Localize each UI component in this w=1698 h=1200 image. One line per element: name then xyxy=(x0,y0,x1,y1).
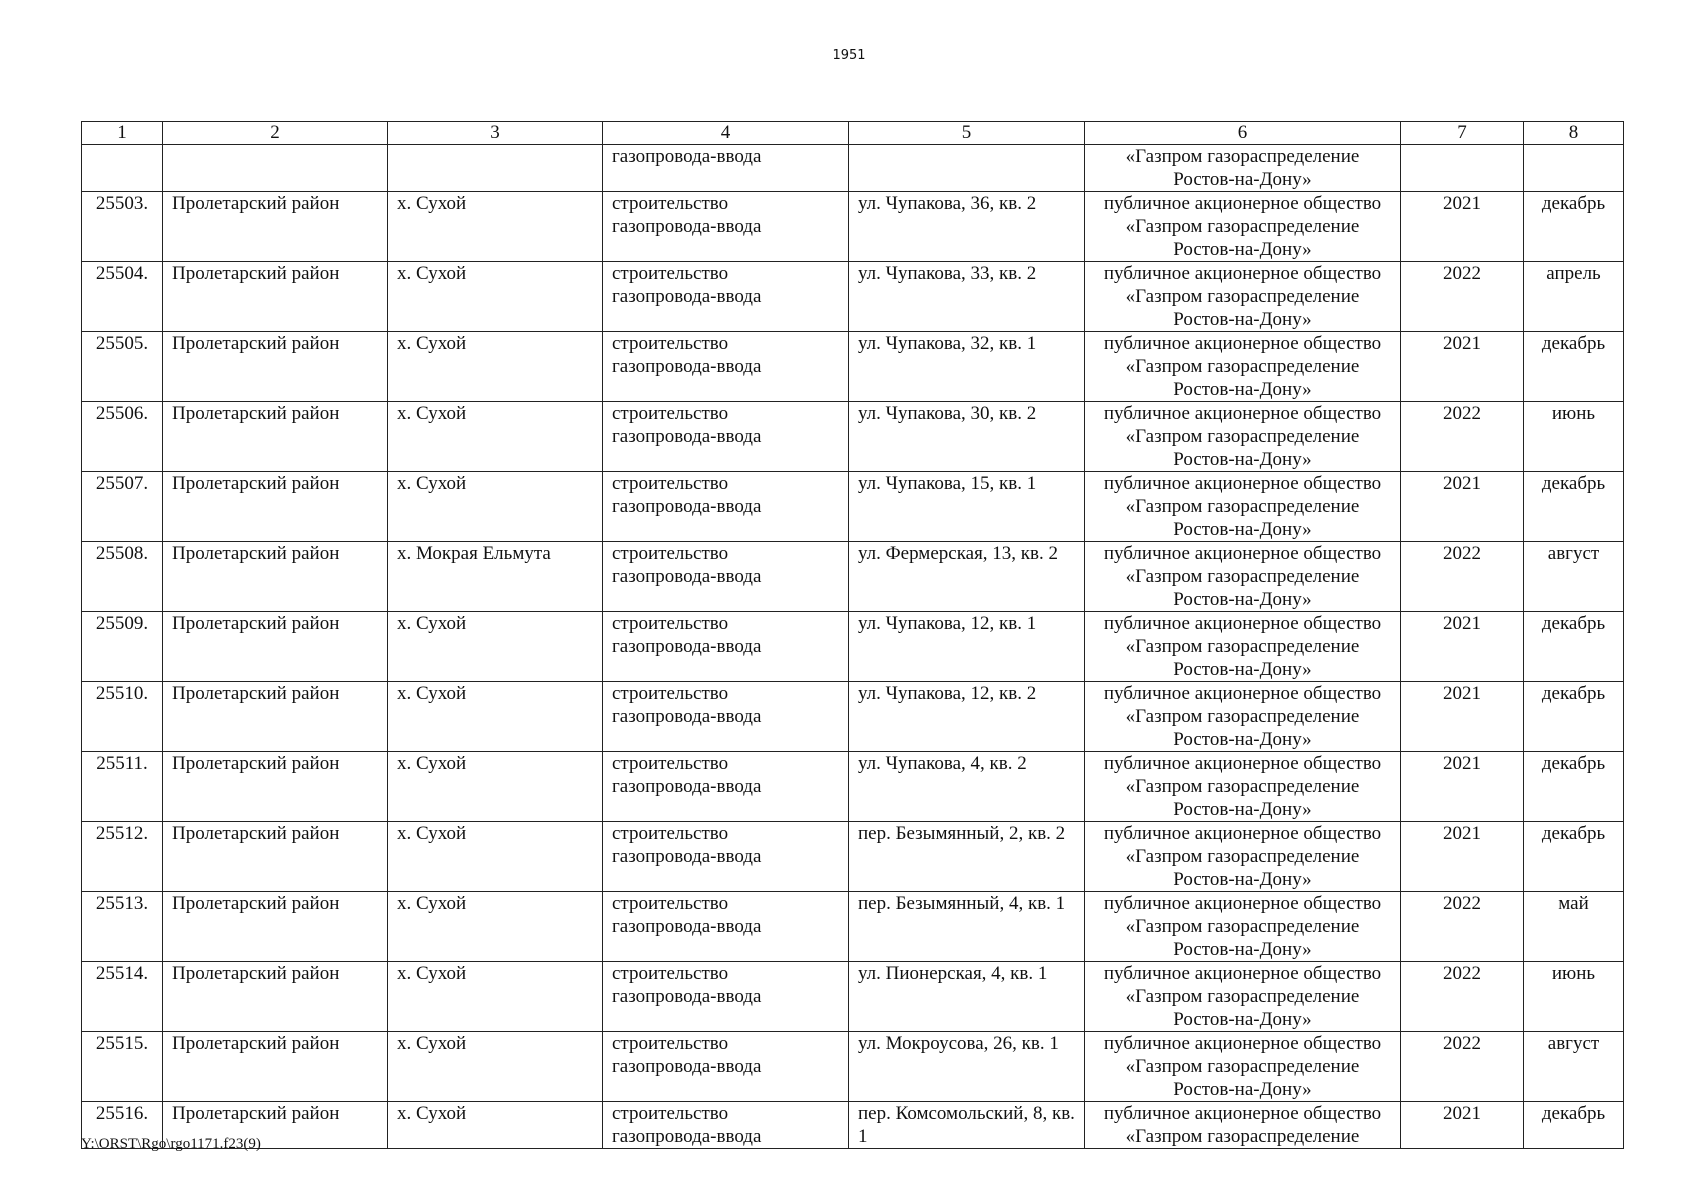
org-line-1: публичное акционерное общество xyxy=(1103,333,1382,354)
cell-district: Пролетарский район xyxy=(163,822,388,892)
table-row xyxy=(82,892,1624,962)
org-line-1: публичное акционерное общество xyxy=(1103,403,1382,424)
work-line-2: газопровода-ввода xyxy=(612,986,762,1007)
cell-address: пер. Безымянный, 4, кв. 1 xyxy=(849,892,1085,962)
cell-locality: х. Сухой xyxy=(388,892,603,962)
org-line-2: «Газпром газораспределение xyxy=(1125,636,1360,657)
org-line-1: публичное акционерное общество xyxy=(1103,963,1382,984)
work-line-1: строительство xyxy=(612,263,729,284)
org-line-1: публичное акционерное общество xyxy=(1103,753,1382,774)
table-row xyxy=(82,752,1624,822)
cell-organization xyxy=(1085,542,1401,612)
cell-year: 2021 xyxy=(1401,472,1524,542)
org-line-1: публичное акционерное общество xyxy=(1103,193,1382,214)
org-line-3: Ростов-на-Дону» xyxy=(1173,169,1312,190)
work-line-1: строительство xyxy=(612,1033,729,1054)
col-header-2: 2 xyxy=(163,122,388,145)
work-line-1: строительство xyxy=(612,543,729,564)
cell-work xyxy=(603,402,849,472)
cell-district: Пролетарский район xyxy=(163,542,388,612)
cell-num xyxy=(82,145,163,192)
cell-locality: х. Сухой xyxy=(388,612,603,682)
col-header-8: 8 xyxy=(1524,122,1624,145)
cell-num: 25511. xyxy=(82,752,163,822)
work-line-1: строительство xyxy=(612,1103,729,1124)
cell-month: декабрь xyxy=(1524,682,1624,752)
continuation-row xyxy=(82,145,1624,192)
cell-organization xyxy=(1085,892,1401,962)
cell-locality: х. Сухой xyxy=(388,822,603,892)
table-row xyxy=(82,332,1624,402)
cell-year: 2022 xyxy=(1401,892,1524,962)
cell-organization xyxy=(1085,1102,1401,1149)
work-line-1: строительство xyxy=(612,333,729,354)
cell-district: Пролетарский район xyxy=(163,472,388,542)
cell-year: 2022 xyxy=(1401,1032,1524,1102)
cell-district: Пролетарский район xyxy=(163,1032,388,1102)
cell-num: 25516. xyxy=(82,1102,163,1149)
org-line-3: Ростов-на-Дону» xyxy=(1173,659,1312,680)
cell-year: 2021 xyxy=(1401,682,1524,752)
work-line-2: газопровода-ввода xyxy=(612,1056,762,1077)
cell-month: декабрь xyxy=(1524,752,1624,822)
work-line-1: строительство xyxy=(612,473,729,494)
cell-num: 25513. xyxy=(82,892,163,962)
cell-work xyxy=(603,1032,849,1102)
org-line-3: Ростов-на-Дону» xyxy=(1173,869,1312,890)
cell-month: декабрь xyxy=(1524,1102,1624,1149)
cell-num: 25512. xyxy=(82,822,163,892)
cell-num: 25514. xyxy=(82,962,163,1032)
cell-month: апрель xyxy=(1524,262,1624,332)
cell-num: 25506. xyxy=(82,402,163,472)
cell-num: 25504. xyxy=(82,262,163,332)
table-row xyxy=(82,262,1624,332)
cell-year: 2021 xyxy=(1401,332,1524,402)
cell-work xyxy=(603,192,849,262)
work-line-2: газопровода-ввода xyxy=(612,916,762,937)
org-line-2: «Газпром газораспределение xyxy=(1125,286,1360,307)
col-header-6: 6 xyxy=(1085,122,1401,145)
work-line-2: газопровода-ввода xyxy=(612,216,762,237)
col-header-1: 1 xyxy=(82,122,163,145)
org-line-1: публичное акционерное общество xyxy=(1103,1033,1382,1054)
org-line-2: «Газпром газораспределение xyxy=(1125,146,1360,167)
cell-year: 2021 xyxy=(1401,752,1524,822)
cell-work xyxy=(603,1102,849,1149)
cell-address: пер. Безымянный, 2, кв. 2 xyxy=(849,822,1085,892)
cell-address: ул. Чупакова, 36, кв. 2 xyxy=(849,192,1085,262)
cell-month: декабрь xyxy=(1524,192,1624,262)
col-header-7: 7 xyxy=(1401,122,1524,145)
col-header-5: 5 xyxy=(849,122,1085,145)
cell-organization xyxy=(1085,752,1401,822)
cell-locality: х. Сухой xyxy=(388,752,603,822)
work-line-1: строительство xyxy=(612,403,729,424)
work-line-2: газопровода-ввода xyxy=(612,706,762,727)
org-line-1: публичное акционерное общество xyxy=(1103,683,1382,704)
cell-organization xyxy=(1085,962,1401,1032)
work-line-2: газопровода-ввода xyxy=(612,1126,762,1147)
cell-work xyxy=(603,262,849,332)
cell-organization xyxy=(1085,145,1401,192)
table-row xyxy=(82,1102,1624,1149)
table-row xyxy=(82,682,1624,752)
cell-address: ул. Чупакова, 30, кв. 2 xyxy=(849,402,1085,472)
cell-month: декабрь xyxy=(1524,332,1624,402)
cell-year: 2022 xyxy=(1401,542,1524,612)
work-line-2: газопровода-ввода xyxy=(612,566,762,587)
org-line-1: публичное акционерное общество xyxy=(1103,613,1382,634)
cell-address: ул. Пионерская, 4, кв. 1 xyxy=(849,962,1085,1032)
file-path-footer: Y:\ORST\Rgo\rgo1171.f23(9) xyxy=(81,1136,261,1152)
org-line-2: «Газпром газораспределение xyxy=(1125,706,1360,727)
cell-year: 2021 xyxy=(1401,612,1524,682)
work-line-2: газопровода-ввода xyxy=(612,286,762,307)
cell-locality: х. Сухой xyxy=(388,682,603,752)
cell-num: 25510. xyxy=(82,682,163,752)
cell-organization xyxy=(1085,402,1401,472)
org-line-1: публичное акционерное общество xyxy=(1103,823,1382,844)
work-line-1: строительство xyxy=(612,893,729,914)
cell-organization xyxy=(1085,1032,1401,1102)
org-line-3: Ростов-на-Дону» xyxy=(1173,589,1312,610)
cell-locality: х. Сухой xyxy=(388,192,603,262)
work-line-2: газопровода-ввода xyxy=(612,846,762,867)
table-row xyxy=(82,402,1624,472)
cell-year: 2021 xyxy=(1401,1102,1524,1149)
cell-month: июнь xyxy=(1524,402,1624,472)
cell-work xyxy=(603,332,849,402)
cell-address: ул. Чупакова, 4, кв. 2 xyxy=(849,752,1085,822)
cell-locality: х. Сухой xyxy=(388,472,603,542)
cell-district: Пролетарский район xyxy=(163,262,388,332)
work-line-1: строительство xyxy=(612,193,729,214)
org-line-3: Ростов-на-Дону» xyxy=(1173,239,1312,260)
work-line-2: газопровода-ввода xyxy=(612,356,762,377)
cell-work xyxy=(603,822,849,892)
cell-work xyxy=(603,612,849,682)
cell-month: декабрь xyxy=(1524,822,1624,892)
cell-work: газопровода-ввода xyxy=(603,145,849,192)
cell-year: 2021 xyxy=(1401,192,1524,262)
cell-district: Пролетарский район xyxy=(163,332,388,402)
cell-locality: х. Сухой xyxy=(388,262,603,332)
cell-month: август xyxy=(1524,1032,1624,1102)
org-line-2: «Газпром газораспределение xyxy=(1125,356,1360,377)
org-line-3: Ростов-на-Дону» xyxy=(1173,1009,1312,1030)
org-line-1: публичное акционерное общество xyxy=(1103,263,1382,284)
org-line-3: Ростов-на-Дону» xyxy=(1173,729,1312,750)
cell-address: пер. Комсомольский, 8, кв. 1 xyxy=(849,1102,1085,1149)
cell-organization xyxy=(1085,262,1401,332)
cell-locality: х. Мокрая Ельмута xyxy=(388,542,603,612)
org-line-3: Ростов-на-Дону» xyxy=(1173,1079,1312,1100)
org-line-3: Ростов-на-Дону» xyxy=(1173,939,1312,960)
cell-organization xyxy=(1085,822,1401,892)
cell-district: Пролетарский район xyxy=(163,1102,388,1149)
org-line-1: публичное акционерное общество xyxy=(1103,1103,1382,1124)
table-row xyxy=(82,1032,1624,1102)
cell-work xyxy=(603,962,849,1032)
cell-district: Пролетарский район xyxy=(163,892,388,962)
cell-district: Пролетарский район xyxy=(163,192,388,262)
cell-num: 25505. xyxy=(82,332,163,402)
org-line-2: «Газпром газораспределение xyxy=(1125,776,1360,797)
cell-num: 25503. xyxy=(82,192,163,262)
cell-month xyxy=(1524,145,1624,192)
work-line-1: строительство xyxy=(612,823,729,844)
header-row xyxy=(82,122,1624,145)
gas-works-table xyxy=(81,121,1624,1149)
table-row xyxy=(82,542,1624,612)
cell-locality: х. Сухой xyxy=(388,332,603,402)
cell-num: 25508. xyxy=(82,542,163,612)
cell-year xyxy=(1401,145,1524,192)
cell-address: ул. Чупакова, 32, кв. 1 xyxy=(849,332,1085,402)
org-line-2: «Газпром газораспределение xyxy=(1125,216,1360,237)
cell-work xyxy=(603,472,849,542)
cell-address: ул. Чупакова, 12, кв. 1 xyxy=(849,612,1085,682)
org-line-1: публичное акционерное общество xyxy=(1103,893,1382,914)
org-line-2: «Газпром газораспределение xyxy=(1125,1126,1360,1147)
cell-organization xyxy=(1085,472,1401,542)
cell-address: ул. Чупакова, 12, кв. 2 xyxy=(849,682,1085,752)
cell-address: ул. Чупакова, 33, кв. 2 xyxy=(849,262,1085,332)
cell-organization xyxy=(1085,192,1401,262)
work-line-1: строительство xyxy=(612,753,729,774)
work-line-1: строительство xyxy=(612,963,729,984)
cell-district: Пролетарский район xyxy=(163,962,388,1032)
org-line-2: «Газпром газораспределение xyxy=(1125,916,1360,937)
cell-address: ул. Фермерская, 13, кв. 2 xyxy=(849,542,1085,612)
work-line-1: строительство xyxy=(612,613,729,634)
work-line-2: газопровода-ввода xyxy=(612,426,762,447)
cell-district: Пролетарский район xyxy=(163,752,388,822)
org-line-3: Ростов-на-Дону» xyxy=(1173,799,1312,820)
cell-locality: х. Сухой xyxy=(388,1102,603,1149)
org-line-3: Ростов-на-Дону» xyxy=(1173,449,1312,470)
work-line-2: газопровода-ввода xyxy=(612,636,762,657)
page-number: 1951 xyxy=(832,48,866,63)
work-line-1: строительство xyxy=(612,683,729,704)
cell-month: август xyxy=(1524,542,1624,612)
cell-locality: х. Сухой xyxy=(388,402,603,472)
org-line-2: «Газпром газораспределение xyxy=(1125,496,1360,517)
cell-locality xyxy=(388,145,603,192)
org-line-3: Ростов-на-Дону» xyxy=(1173,519,1312,540)
org-line-3: Ростов-на-Дону» xyxy=(1173,309,1312,330)
org-line-2: «Газпром газораспределение xyxy=(1125,1056,1360,1077)
cell-num: 25509. xyxy=(82,612,163,682)
work-line-2: газопровода-ввода xyxy=(612,776,762,797)
org-line-1: публичное акционерное общество xyxy=(1103,543,1382,564)
cell-num: 25507. xyxy=(82,472,163,542)
cell-organization xyxy=(1085,612,1401,682)
cell-organization xyxy=(1085,682,1401,752)
cell-year: 2022 xyxy=(1401,402,1524,472)
cell-district xyxy=(163,145,388,192)
cell-locality: х. Сухой xyxy=(388,1032,603,1102)
org-line-2: «Газпром газораспределение xyxy=(1125,986,1360,1007)
cell-month: декабрь xyxy=(1524,612,1624,682)
table-row xyxy=(82,612,1624,682)
org-line-2: «Газпром газораспределение xyxy=(1125,846,1360,867)
table-row xyxy=(82,472,1624,542)
cell-month: июнь xyxy=(1524,962,1624,1032)
org-line-1: публичное акционерное общество xyxy=(1103,473,1382,494)
work-line-2: газопровода-ввода xyxy=(612,496,762,517)
col-header-4: 4 xyxy=(603,122,849,145)
cell-work xyxy=(603,752,849,822)
cell-month: май xyxy=(1524,892,1624,962)
cell-year: 2022 xyxy=(1401,262,1524,332)
cell-district: Пролетарский район xyxy=(163,612,388,682)
cell-num: 25515. xyxy=(82,1032,163,1102)
cell-address: ул. Мокроусова, 26, кв. 1 xyxy=(849,1032,1085,1102)
cell-work xyxy=(603,682,849,752)
org-line-2: «Газпром газораспределение xyxy=(1125,566,1360,587)
cell-organization xyxy=(1085,332,1401,402)
table-row xyxy=(82,822,1624,892)
table-row xyxy=(82,962,1624,1032)
cell-year: 2022 xyxy=(1401,962,1524,1032)
cell-district: Пролетарский район xyxy=(163,402,388,472)
cell-work xyxy=(603,892,849,962)
cell-month: декабрь xyxy=(1524,472,1624,542)
cell-locality: х. Сухой xyxy=(388,962,603,1032)
cell-year: 2021 xyxy=(1401,822,1524,892)
cell-address: ул. Чупакова, 15, кв. 1 xyxy=(849,472,1085,542)
cell-district: Пролетарский район xyxy=(163,682,388,752)
col-header-3: 3 xyxy=(388,122,603,145)
org-line-3: Ростов-на-Дону» xyxy=(1173,379,1312,400)
table-row xyxy=(82,192,1624,262)
org-line-2: «Газпром газораспределение xyxy=(1125,426,1360,447)
cell-work xyxy=(603,542,849,612)
cell-address xyxy=(849,145,1085,192)
